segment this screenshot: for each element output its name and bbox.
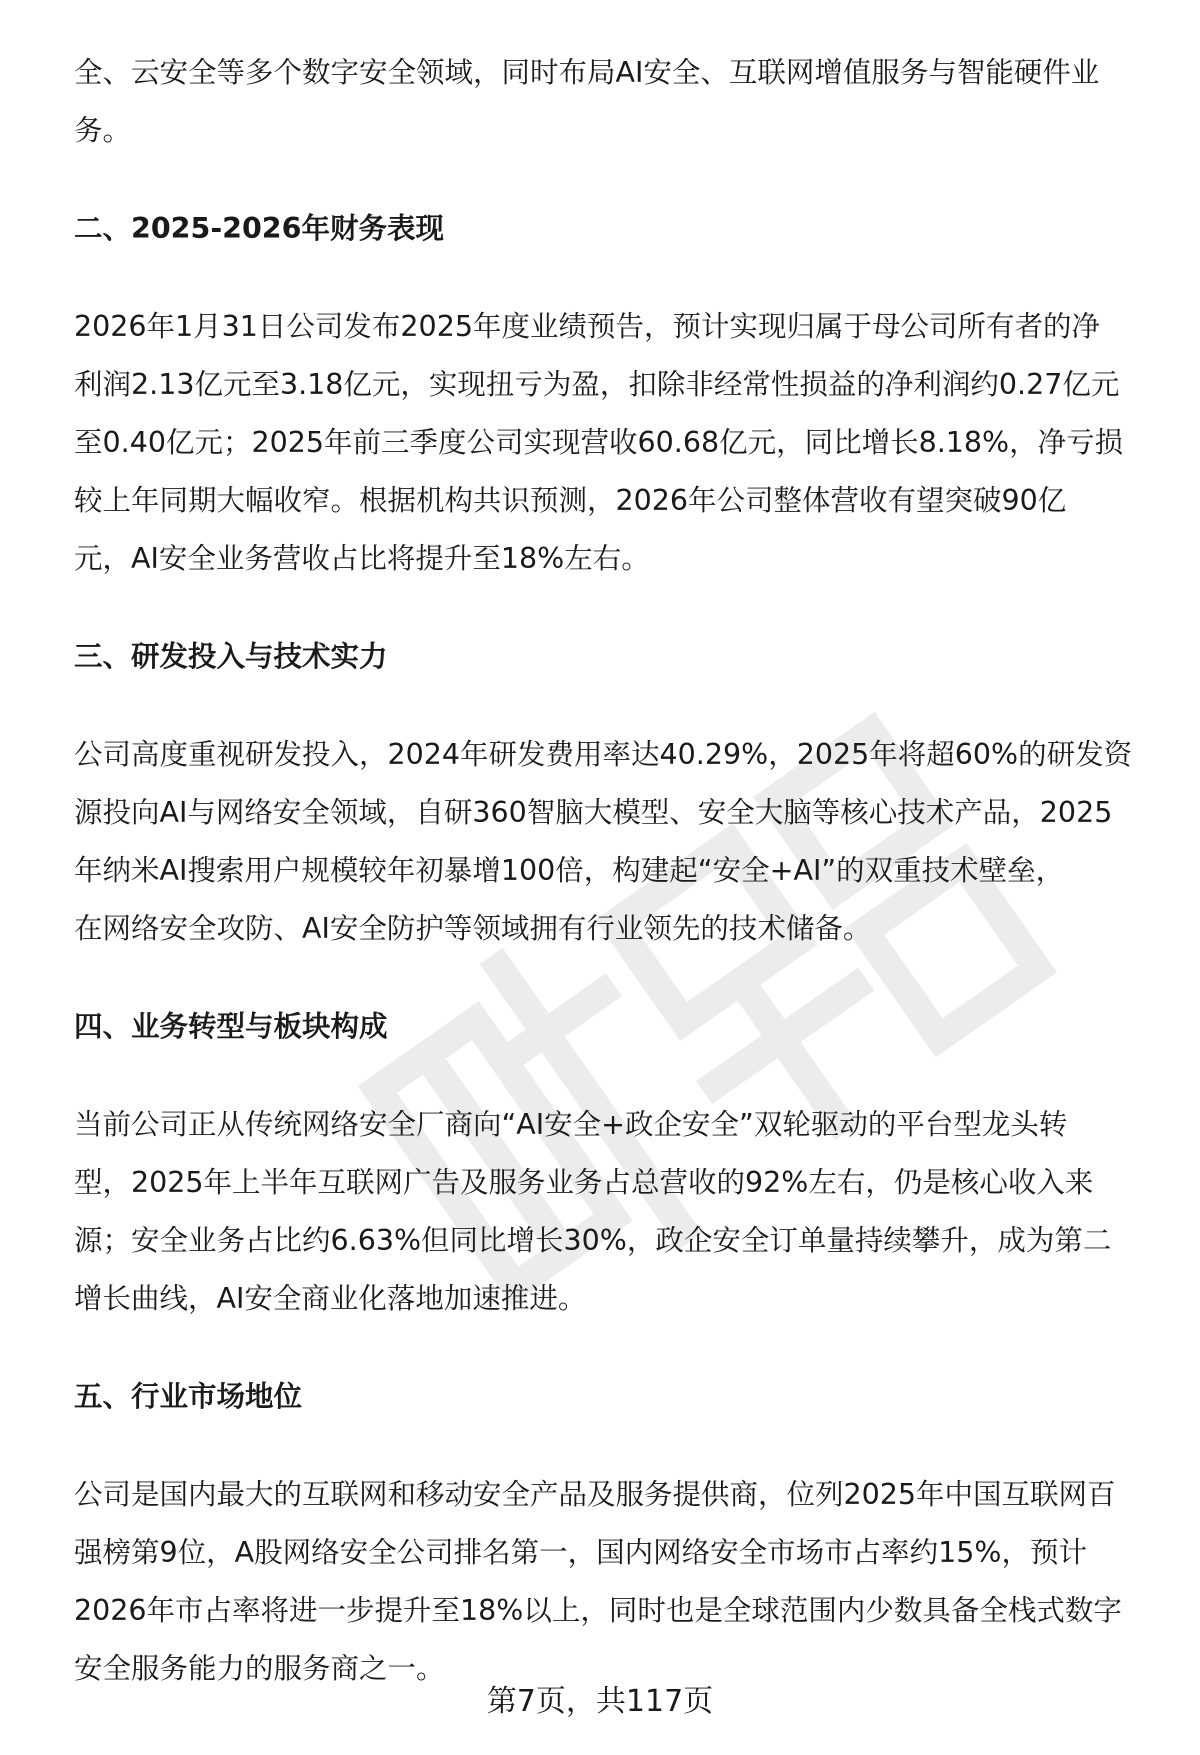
intro-paragraph bbox=[74, 44, 1154, 160]
rnd-paragraph bbox=[74, 726, 1154, 958]
section-heading-financials: 二、2025-2026年财务表现 bbox=[74, 212, 444, 245]
text-line: 年纳米AI搜索用户规模较年初暴增100倍，构建起“安全+AI”的双重技术壁垒， bbox=[74, 854, 1065, 887]
text-line: 至0.40亿元；2025年前三季度公司实现营收60.68亿元，同比增长8.18%，净亏损 bbox=[74, 426, 1124, 459]
section-heading-market: 五、行业市场地位 bbox=[74, 1380, 303, 1413]
page-number-footer: 第7页，共117页 bbox=[486, 1684, 714, 1719]
text-line: 较上年同期大幅收窄。根据机构共识预测，2026年公司整体营收有望突破90亿 bbox=[74, 484, 1067, 517]
text-line: 公司高度重视研发投入，2024年研发费用率达40.29%，2025年将超60%的研发资 bbox=[74, 738, 1133, 771]
text-line: 强榜第9位，A股网络安全公司排名第一，国内网络安全市场市占率约15%，预计 bbox=[74, 1536, 1087, 1569]
document-page bbox=[74, 44, 1154, 1698]
text-line: 增长曲线，AI安全商业化落地加速推进。 bbox=[74, 1282, 587, 1315]
text-line: 务。 bbox=[74, 114, 132, 147]
section-heading-rnd: 三、研发投入与技术实力 bbox=[74, 640, 388, 673]
text-line: 元，AI安全业务营收占比将提升至18%左右。 bbox=[74, 542, 650, 575]
text-line: 2026年市占率将进一步提升至18%以上，同时也是全球范围内少数具备全栈式数字 bbox=[74, 1594, 1122, 1627]
text-line: 安全服务能力的服务商之一。 bbox=[74, 1652, 445, 1685]
business-paragraph bbox=[74, 1096, 1154, 1328]
text-line: 当前公司正从传统网络安全厂商向“AI安全+政企安全”双轮驱动的平台型龙头转 bbox=[74, 1108, 1068, 1141]
section-heading-business: 四、业务转型与板块构成 bbox=[74, 1010, 388, 1043]
text-line: 利润2.13亿元至3.18亿元，实现扭亏为盈，扣除非经常性损益的净利润约0.27亿元 bbox=[74, 368, 1120, 401]
text-line: 公司是国内最大的互联网和移动安全产品及服务提供商，位列2025年中国互联网百 bbox=[74, 1478, 1116, 1511]
financials-paragraph bbox=[74, 298, 1154, 588]
text-line: 全、云安全等多个数字安全领域，同时布局AI安全、互联网增值服务与智能硬件业 bbox=[74, 56, 1100, 89]
text-line: 在网络安全攻防、AI安全防护等领域拥有行业领先的技术储备。 bbox=[74, 912, 872, 945]
text-line: 源；安全业务占比约6.63%但同比增长30%，政企安全订单量持续攀升，成为第二 bbox=[74, 1224, 1112, 1257]
text-line: 2026年1月31日公司发布2025年度业绩预告，预计实现归属于母公司所有者的净 bbox=[74, 310, 1100, 343]
text-line: 型，2025年上半年互联网广告及服务业务占总营收的92%左右，仍是核心收入来 bbox=[74, 1166, 1094, 1199]
text-line: 源投向AI与网络安全领域，自研360智脑大模型、安全大脑等核心技术产品，2025 bbox=[74, 796, 1113, 829]
market-paragraph bbox=[74, 1466, 1154, 1698]
